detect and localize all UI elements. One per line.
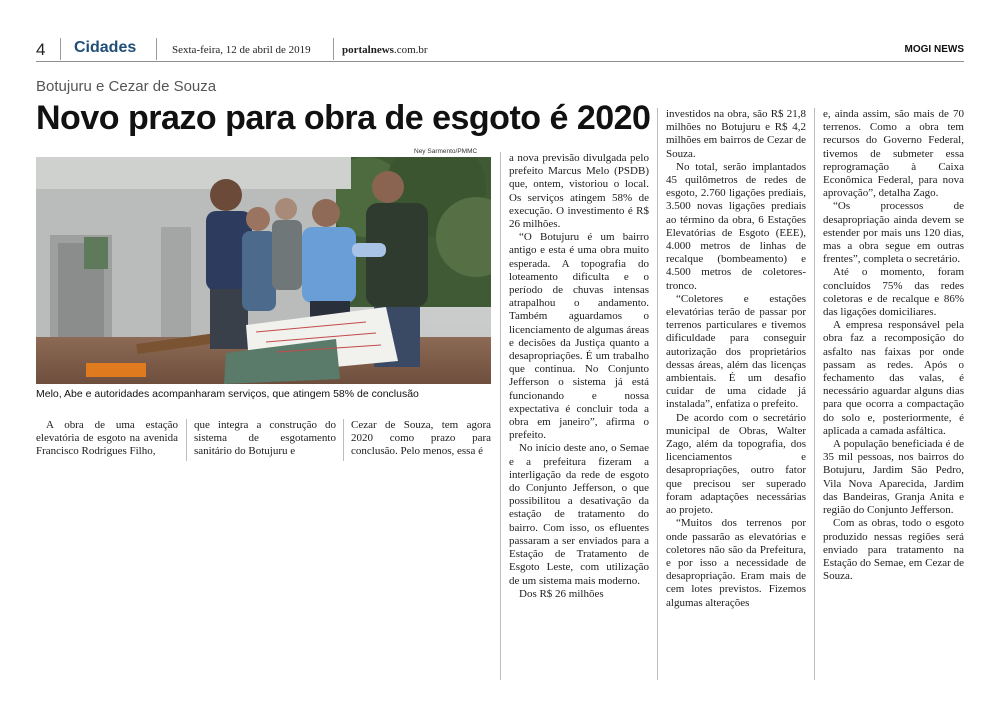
- paragraph: “O Botujuru é um bairro antigo e esta é uma obra muito esperada. A topografia do loteamento dificulta e o período de chuvas intensas atrapalhou o andamento. Também aguardamos o licenciamento de algumas áreas e decisões da Justiça quanto a desapropriações. É um trabalho que continua. No Conjunto Jefferson o sistema já está funcionando e nossa expectativa é concluir toda a obra em janeiro”, afirma o prefeito.: [509, 231, 649, 442]
- article-column-2: [194, 419, 336, 459]
- paragraph: Com as obras, todo o esgoto produzido nessas regiões será enviado para tratamento na Estação do Semae, em Cezar de Souza.: [823, 517, 964, 583]
- column-divider: [343, 419, 344, 461]
- paragraph: De acordo com o secretário municipal de Obras, Walter Zago, além da topografia, dos licenciamentos e desapropriações, outro fator que precisou ser superado foram adaptações necessárias ao projeto.: [666, 411, 806, 517]
- divider: [333, 38, 334, 60]
- site-address: [342, 44, 428, 56]
- paragraph: “Muitos dos terrenos por onde passarão as elevatórias e coletores não são da Prefeitura, e por isso a necessidade de desapropriação. Eram mais de cem lotes previstos. Fizemos algumas alterações: [666, 517, 806, 609]
- article-column-1: [36, 419, 178, 459]
- construction-site-photo: [36, 157, 491, 384]
- paragraph: e, ainda assim, são mais de 70 terrenos. Como a obra tem recursos do Governo Federal, tivemos de submeter essa reprogramação à Caixa Econômica Federal, para nova aprovação”, detalha Zago.: [823, 108, 964, 200]
- masthead-rule: [36, 61, 964, 62]
- column-divider: [186, 419, 187, 461]
- masthead: [36, 36, 964, 62]
- paragraph: A empresa responsável pela obra faz a recomposição do asfalto nas faixas por onde passam as redes. Após o fechamento das valas, é necessário aguardar alguns dias para que ocorra a compactação do solo e, posteriormente, é aplicada a camada asfáltica.: [823, 319, 964, 437]
- article-column-5: [666, 108, 806, 610]
- paragraph: Cezar de Souza, tem agora 2020 como prazo para conclusão. Pelo menos, essa é: [351, 419, 491, 458]
- column-divider: [500, 152, 501, 680]
- paragraph: No total, serão implantados 45 quilômetros de redes de esgoto, 2.760 ligações prediais, 3.500 novas ligações prediais ao término da obra, 6 Estações Elevatórias de Esgoto (EEE), 4.000 metros de linhas de recalque (bombeamento) e 4.500 metros de coletores-tronco.: [666, 160, 806, 292]
- article-headline: Novo prazo para obra de esgoto é 2020: [36, 99, 651, 137]
- site-domain: .com.br: [393, 44, 428, 56]
- paragraph: A obra de uma estação elevatória de esgoto na avenida Francisco Rodrigues Filho,: [36, 419, 178, 458]
- paragraph: Dos R$ 26 milhões: [519, 587, 604, 600]
- divider: [60, 38, 61, 60]
- paragraph: No início deste ano, o Semae e a prefeitura fizeram a interligação da rede de esgoto do Conjunto Jefferson, o que possibilitou a desativação da estação de tratamento do bairro. Com isso, os efluentes passaram a ser enviados para a Estação de Tratamento de Esgoto Leste, com utilização de um sistema mais moderno.: [509, 442, 649, 587]
- paragraph: “Coletores e estações elevatórias terão de passar por terrenos particulares e tivemos dificuldade para conseguir autorização dos proprietários dessas áreas, além das licenças ambientais. É um desafio cuidar de uma cidade já instalada”, enfatiza o prefeito.: [666, 292, 806, 411]
- page-number: 4: [36, 40, 46, 59]
- article-column-6: [823, 108, 964, 583]
- article-photo: [36, 157, 491, 384]
- newspaper-brand: MOGI NEWS: [904, 44, 964, 55]
- column-divider: [814, 108, 815, 680]
- article-column-3: [351, 419, 491, 459]
- paragraph: Até o momento, foram concluídos 75% das redes coletoras e de recalque e 86% das ligações domiciliares.: [823, 266, 964, 319]
- paragraph: a nova previsão divulgada pelo prefeito Marcus Melo (PSDB) que, ontem, vistoriou o local. Os serviços atingem 58% de execução. O investimento é R$ 26 milhões.: [509, 152, 649, 231]
- paragraph: “Os processos de desapropriação ainda devem se estender por mais uns 120 dias, mas a obra segue em outras frentes”, completa o secretário.: [823, 200, 964, 266]
- column-divider: [657, 108, 658, 680]
- article-column-4: [509, 152, 649, 601]
- divider: [156, 38, 157, 60]
- paragraph: que integra a construção do sistema de esgotamento sanitário do Botujuru e: [194, 419, 336, 458]
- issue-date: Sexta-feira, 12 de abril de 2019: [172, 44, 311, 56]
- site-name: portalnews: [342, 44, 394, 56]
- article-kicker: Botujuru e Cezar de Souza: [36, 78, 217, 95]
- paragraph: investidos na obra, são R$ 21,8 milhões no Botujuru e R$ 4,2 milhões em bairros de Cezar de Souza.: [666, 108, 806, 160]
- paragraph: A população beneficiada é de 35 mil pessoas, nos bairros do Botujuru, Jardim São Pedro, Vila Nova Aparecida, Jardim das Bandeiras, Granja Anita e região do Conjunto Jefferson.: [823, 438, 964, 517]
- photo-credit: Ney Sarmento/PMMC: [414, 148, 478, 155]
- section-name: Cidades: [74, 39, 137, 56]
- photo-caption: Melo, Abe e autoridades acompanharam serviços, que atingem 58% de conclusão: [36, 388, 419, 400]
